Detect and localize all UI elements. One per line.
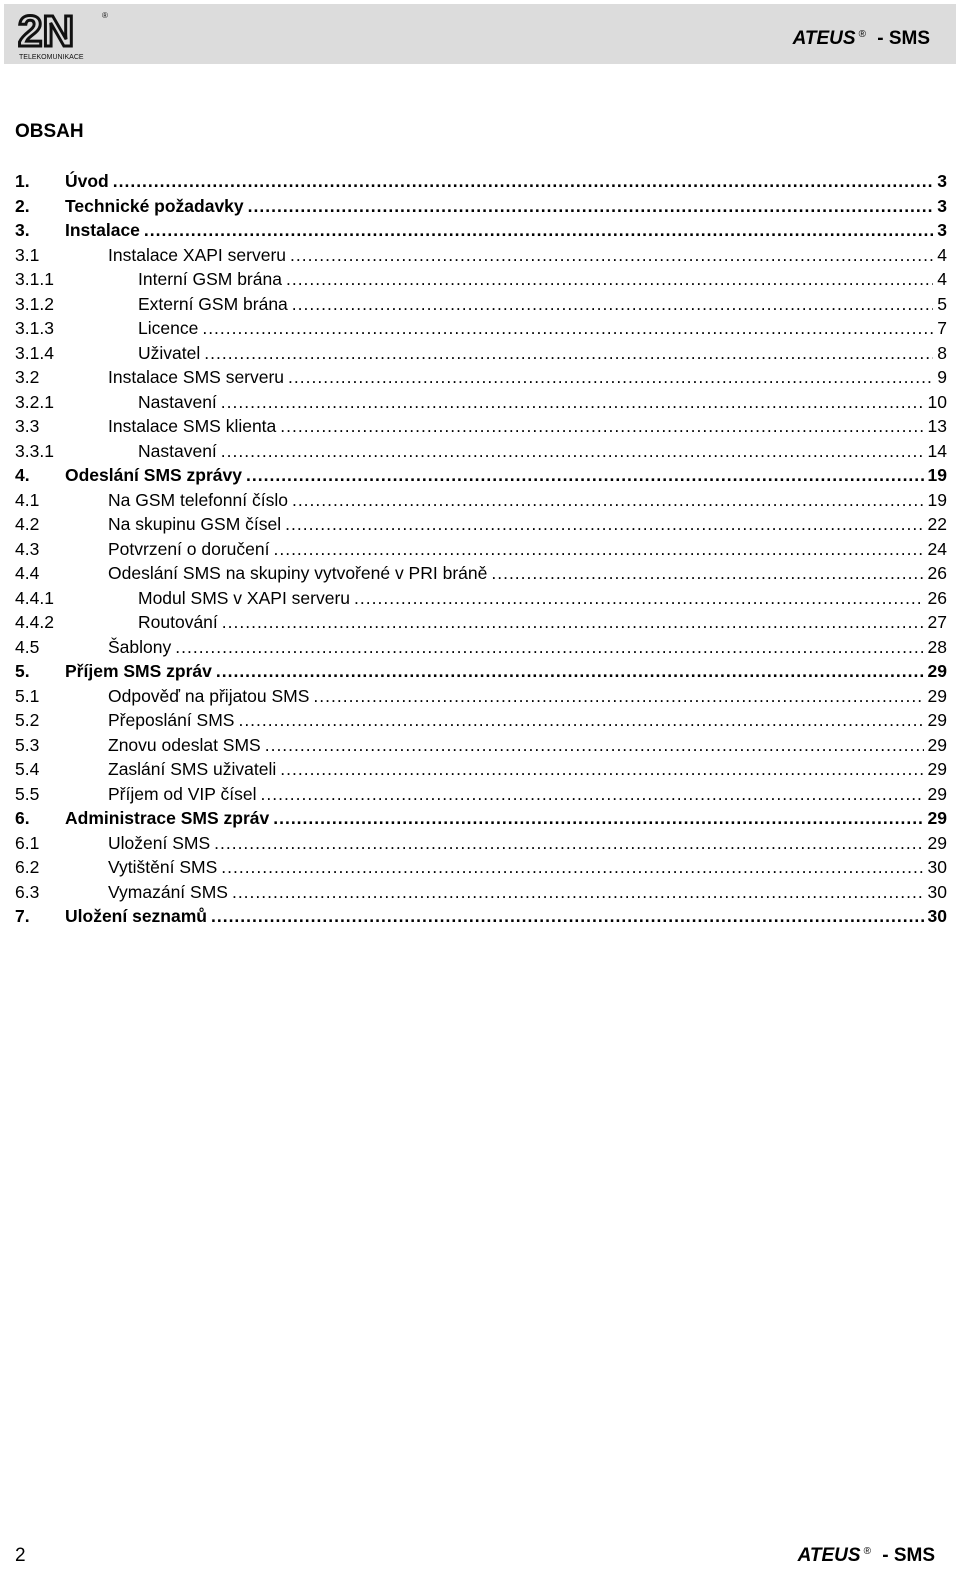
header-registered-mark: ® xyxy=(858,28,866,40)
toc-entry-title: Interní GSM brána xyxy=(138,269,282,289)
toc-entry-title: Úvod xyxy=(65,171,109,191)
toc-entry[interactable] xyxy=(15,390,947,415)
toc-entry-page: 13 xyxy=(927,416,947,436)
toc-entry-number: 3.2.1 xyxy=(15,391,54,412)
toc-entry-title: Routování xyxy=(138,612,218,632)
toc-entry-number: 5.3 xyxy=(15,734,40,755)
toc-entry[interactable] xyxy=(15,733,947,758)
toc-entry-title: Nastavení xyxy=(138,391,217,412)
toc-entry-number: 6. xyxy=(15,808,30,828)
toc-entry[interactable] xyxy=(15,169,947,194)
toc-entry-number: 5.4 xyxy=(15,759,40,779)
toc-dot-leader xyxy=(265,733,924,758)
toc-entry-page: 5 xyxy=(937,293,947,314)
toc-dot-leader xyxy=(313,684,923,709)
toc-entry-page: 22 xyxy=(927,514,947,534)
toc-entry[interactable] xyxy=(15,218,947,243)
toc-dot-leader xyxy=(204,341,933,366)
toc-entry-number: 4.3 xyxy=(15,538,40,559)
toc-dot-leader xyxy=(280,414,923,439)
toc-entry-page: 29 xyxy=(927,685,947,706)
toc-dot-leader xyxy=(238,708,923,733)
toc-entry-page: 29 xyxy=(927,734,947,755)
toc-entry[interactable] xyxy=(15,267,947,292)
toc-entry-title: Odeslání SMS na skupiny vytvořené v PRI bráně xyxy=(108,563,488,583)
toc-entry[interactable] xyxy=(15,904,947,929)
toc-entry[interactable] xyxy=(15,635,947,660)
toc-entry[interactable] xyxy=(15,243,947,268)
header-product-suffix: - SMS xyxy=(871,28,930,49)
toc-entry-number: 4. xyxy=(15,465,30,485)
toc-entry-page: 29 xyxy=(927,832,947,853)
toc-entry-page: 3 xyxy=(937,195,947,216)
toc-entry-title: Instalace SMS serveru xyxy=(108,367,285,387)
toc-entry-title: Uložení seznamů xyxy=(65,906,207,926)
toc-entry-number: 4.1 xyxy=(15,489,40,510)
toc-entry[interactable] xyxy=(15,365,947,390)
footer-page-number: 2 xyxy=(15,1545,26,1566)
toc-entry-title: Licence xyxy=(138,318,199,338)
toc-entry[interactable] xyxy=(15,292,947,317)
toc-entry-number: 6.2 xyxy=(15,857,40,877)
toc-entry-number: 5.5 xyxy=(15,783,40,804)
toc-entry[interactable] xyxy=(15,561,947,586)
toc-entry-page: 26 xyxy=(927,563,947,583)
toc-dot-leader xyxy=(221,439,924,464)
toc-entry-title: Odpověď na přijatou SMS xyxy=(108,685,310,706)
toc-entry[interactable] xyxy=(15,855,947,880)
toc-entry-title: Instalace SMS klienta xyxy=(108,416,277,436)
toc-entry-page: 27 xyxy=(927,612,947,632)
toc-entry-number: 3.1 xyxy=(15,244,40,265)
toc-entry-page: 29 xyxy=(927,661,947,681)
toc-entry-page: 29 xyxy=(927,808,947,828)
toc-dot-leader xyxy=(175,635,923,660)
toc-entry-page: 30 xyxy=(927,857,947,877)
toc-dot-leader xyxy=(248,194,933,219)
toc-entry[interactable] xyxy=(15,414,947,439)
toc-entry[interactable] xyxy=(15,684,947,709)
toc-entry-page: 4 xyxy=(937,269,947,289)
toc-dot-leader xyxy=(246,463,924,488)
toc-entry[interactable] xyxy=(15,806,947,831)
toc-entry-title: Vytištění SMS xyxy=(108,857,218,877)
toc-entry-number: 5. xyxy=(15,661,30,681)
toc-entry[interactable] xyxy=(15,316,947,341)
toc-entry[interactable] xyxy=(15,586,947,611)
toc-entry-page: 24 xyxy=(927,538,947,559)
toc-entry-number: 3.1.2 xyxy=(15,293,54,314)
toc-dot-leader xyxy=(113,169,933,194)
toc-entry[interactable] xyxy=(15,782,947,807)
toc-entry-page: 29 xyxy=(927,759,947,779)
toc-dot-leader xyxy=(285,512,923,537)
toc-entry[interactable] xyxy=(15,512,947,537)
svg-text:®: ® xyxy=(102,11,108,20)
toc-entry-page: 4 xyxy=(937,244,947,265)
toc-entry-title: Administrace SMS zpráv xyxy=(65,808,270,828)
toc-dot-leader xyxy=(202,316,933,341)
toc-entry-number: 4.4 xyxy=(15,563,40,583)
toc-entry-page: 19 xyxy=(927,489,947,510)
toc-entry-title: Příjem SMS zpráv xyxy=(65,661,212,681)
toc-entry[interactable] xyxy=(15,831,947,856)
toc-entry[interactable] xyxy=(15,659,947,684)
toc-dot-leader xyxy=(286,267,933,292)
toc-entry-title: Znovu odeslat SMS xyxy=(108,734,261,755)
toc-dot-leader xyxy=(280,757,923,782)
toc-entry-number: 3.3 xyxy=(15,416,40,436)
toc-entry-title: Instalace XAPI serveru xyxy=(108,244,286,265)
footer-product-name: ATEUS xyxy=(797,1545,861,1566)
page-header xyxy=(4,4,956,64)
toc-dot-leader xyxy=(232,880,924,905)
toc-entry-page: 3 xyxy=(937,171,947,191)
toc-entry-number: 5.2 xyxy=(15,710,40,730)
toc-entry-title: Technické požadavky xyxy=(65,195,244,216)
toc-entry-page: 29 xyxy=(927,710,947,730)
toc-entry-number: 5.1 xyxy=(15,685,40,706)
toc-entry-number: 1. xyxy=(15,171,30,191)
toc-entry-title: Vymazání SMS xyxy=(108,881,228,902)
toc-entry[interactable] xyxy=(15,341,947,366)
toc-dot-leader xyxy=(292,488,924,513)
toc-entry-title: Na skupinu GSM čísel xyxy=(108,514,282,534)
toc-entry[interactable] xyxy=(15,708,947,733)
toc-entry[interactable] xyxy=(15,488,947,513)
toc-entry-number: 3.2 xyxy=(15,367,40,387)
company-logo xyxy=(14,6,114,62)
toc-entry-number: 6.1 xyxy=(15,832,40,853)
toc-title: OBSAH xyxy=(15,121,84,142)
toc-dot-leader xyxy=(222,610,924,635)
toc-entry-title: Šablony xyxy=(108,636,172,657)
toc-entry[interactable] xyxy=(15,757,947,782)
toc-entry-number: 4.5 xyxy=(15,636,40,657)
toc-dot-leader xyxy=(491,561,923,586)
toc-entry-page: 28 xyxy=(927,636,947,657)
toc-entry-number: 4.4.1 xyxy=(15,587,54,608)
header-product-name: ATEUS xyxy=(792,28,856,49)
toc-dot-leader xyxy=(273,537,923,562)
toc-entry-page: 30 xyxy=(927,906,947,926)
toc-dot-leader xyxy=(216,659,924,684)
toc-entry-page: 29 xyxy=(927,783,947,804)
toc-dot-leader xyxy=(221,390,924,415)
toc-entry-title: Nastavení xyxy=(138,440,217,461)
toc-entry-title: Zaslání SMS uživateli xyxy=(108,759,277,779)
toc-entry[interactable] xyxy=(15,463,947,488)
header-product-title xyxy=(793,28,930,50)
toc-entry[interactable] xyxy=(15,537,947,562)
toc-entry-number: 3.1.4 xyxy=(15,342,54,363)
toc-entry-page: 14 xyxy=(927,440,947,461)
toc-entry-number: 7. xyxy=(15,906,30,926)
footer-product-suffix: - SMS xyxy=(876,1545,935,1566)
toc-entry-number: 2. xyxy=(15,195,30,216)
toc-entry-title: Uživatel xyxy=(138,342,201,363)
toc-entry-page: 3 xyxy=(937,220,947,240)
toc-entry-number: 3.1.1 xyxy=(15,269,54,289)
toc-entry-title: Odeslání SMS zprávy xyxy=(65,465,243,485)
toc-entry-title: Externí GSM brána xyxy=(138,293,288,314)
toc-entry-title: Uložení SMS xyxy=(108,832,211,853)
toc-dot-leader xyxy=(144,218,933,243)
toc-dot-leader xyxy=(273,806,923,831)
svg-text:2N: 2N xyxy=(18,7,75,56)
toc-entry[interactable] xyxy=(15,610,947,635)
toc-dot-leader xyxy=(211,904,924,929)
toc-entry-number: 4.2 xyxy=(15,514,40,534)
toc-entry-title: Modul SMS v XAPI serveru xyxy=(138,587,351,608)
toc-entry-title: Přeposlání SMS xyxy=(108,710,235,730)
toc-entry-title: Potvrzení o doručení xyxy=(108,538,270,559)
footer-product-title xyxy=(798,1545,935,1567)
toc-entry[interactable] xyxy=(15,439,947,464)
toc-dot-leader xyxy=(354,586,924,611)
toc-dot-leader xyxy=(261,782,924,807)
toc-dot-leader xyxy=(221,855,923,880)
toc-entry[interactable] xyxy=(15,194,947,219)
toc-entry-number: 4.4.2 xyxy=(15,612,54,632)
toc-entry-page: 26 xyxy=(927,587,947,608)
footer-registered-mark: ® xyxy=(863,1545,871,1557)
toc-entry-title: Příjem od VIP čísel xyxy=(108,783,257,804)
toc-dot-leader xyxy=(292,292,933,317)
toc-entry-number: 3. xyxy=(15,220,30,240)
toc-dot-leader xyxy=(288,365,933,390)
toc-entry-page: 10 xyxy=(927,391,947,412)
toc-dot-leader xyxy=(290,243,933,268)
toc-entry[interactable] xyxy=(15,880,947,905)
toc-entry-number: 6.3 xyxy=(15,881,40,902)
toc-entry-title: Na GSM telefonní číslo xyxy=(108,489,288,510)
toc-entry-title: Instalace xyxy=(65,220,140,240)
toc-dot-leader xyxy=(214,831,923,856)
toc-entry-page: 9 xyxy=(937,367,947,387)
svg-text:TELEKOMUNIKACE: TELEKOMUNIKACE xyxy=(19,54,84,61)
toc-entry-page: 19 xyxy=(927,465,947,485)
table-of-contents xyxy=(15,169,947,929)
toc-entry-page: 7 xyxy=(937,318,947,338)
toc-entry-page: 30 xyxy=(927,881,947,902)
toc-entry-number: 3.3.1 xyxy=(15,440,54,461)
toc-entry-page: 8 xyxy=(937,342,947,363)
toc-entry-number: 3.1.3 xyxy=(15,318,54,338)
